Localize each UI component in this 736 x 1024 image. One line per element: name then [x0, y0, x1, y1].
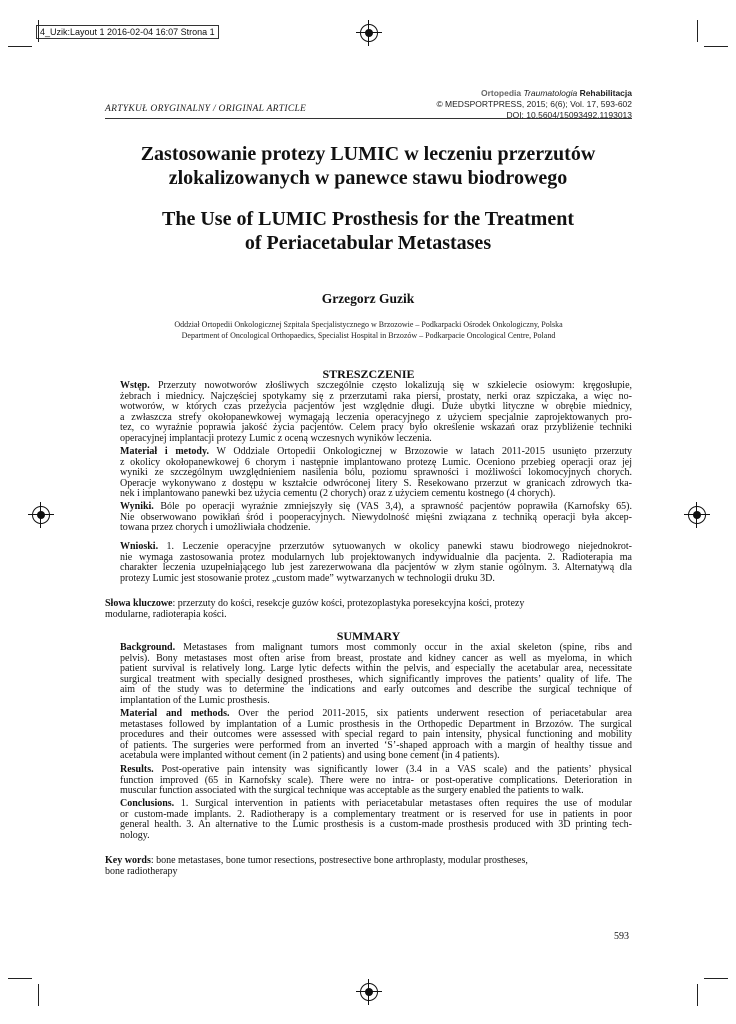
text-line: : przerzuty do kości, resekcje guzów kości, protezoplastyka poresekcyjna kości, protezy [172, 598, 525, 609]
crop-mark [704, 978, 728, 979]
title-polish [90, 142, 646, 190]
section-lead: Wstęp. [120, 380, 150, 391]
section-lead: Results. [120, 764, 154, 775]
text-line: wyniki ze szczególnym uwzględnieniem nasilenia bólu, poziomu sprawności i możliwości lokomocyjnych chorych. [120, 467, 632, 478]
article-type: ARTYKUŁ ORYGINALNY / ORIGINAL ARTICLE [105, 104, 307, 114]
title-line: of Periacetabular Metastases [244, 232, 492, 254]
section-lead: Material and methods. [120, 708, 230, 719]
title-line: zlokalizowanych w panewce stawu biodrowego [168, 167, 568, 189]
crop-mark [8, 978, 32, 979]
streszczenie-heading: STRESZCZENIE [322, 367, 415, 381]
text-line: acetabula were implanted without cement (in 2 patients) and using bone cement (in 4 patients). [120, 750, 500, 761]
abstract-pl-material [105, 447, 632, 500]
section-lead: Wyniki. [120, 501, 154, 512]
section-lead: Wnioski. [120, 541, 159, 552]
text-line: aim of the study was to determine the indications and early outcomes and describe the surgical technique of [120, 684, 632, 695]
registration-mark-icon [360, 24, 378, 42]
text-line: implantation of the Lumic prosthesis. [120, 694, 270, 706]
abstract-en-background [105, 643, 632, 706]
abstract-pl-wnioski [105, 542, 632, 584]
registration-mark-icon [360, 983, 378, 1001]
abstract-pl-wstep [105, 381, 632, 444]
text-line: pelvis). Bony metastases most often arise from breast, prostate and kidney cancer as well as myeloma, in which [120, 652, 632, 664]
text-line: 1. Surgical intervention in patients with periacetabular metastases often requires the use of modular [180, 798, 632, 809]
text-line: Przerzuty nowotworów złośliwych szczególnie często lokalizują się w szkielecie osiowym: kręgosłupie, [157, 380, 633, 391]
abstract-en-conclusions [105, 799, 632, 841]
text-line: a zwłaszcza strefy okołopanewkowej wymagają leczenia operacyjnego z użyciem specjalnie zaprojektowanych pro- [120, 411, 632, 423]
crop-mark [38, 20, 39, 42]
affiliation [105, 319, 632, 341]
author-name: Grzegorz Guzik [321, 291, 415, 306]
abstract-en-results [105, 765, 632, 797]
text-line: Post-operative pain intensity was significantly lower (3.4 in a VAS scale) and the patients’ physical [161, 764, 632, 775]
text-line: patient survival is relatively long. Large lytic defects within the pelvis, and especially the acetabular area, necessitate [120, 663, 632, 674]
text-line: modularne, radioterapia kości. [105, 609, 227, 620]
journal-brand: Ortopedia [480, 88, 522, 98]
print-slug: 4_Uzik:Layout 1 2016-02-04 16:07 Strona 1 [36, 25, 219, 39]
text-line: żebrach i miednicy. Najczęściej spotykamy się z przerzutami raka piersi, prostaty, nerki oraz szpiczaka, a więc no- [120, 390, 632, 402]
crop-mark [8, 46, 32, 47]
text-line: wotworów, w których czas przeżycia pacjentów jest względnie długi. Duże ubytki lityczne w obrębie miednicy, [120, 401, 632, 412]
title-english [90, 207, 646, 255]
text-line: Nie obserwowano powikłań śród i pooperacyjnych. Niewydolność mięśni związana z techniką operacji była akcep- [120, 511, 632, 523]
text-line: muscular function associated with the surgical technique was acceptable as the surgery enabled the patients to walk. [120, 785, 584, 796]
keywords-en [105, 855, 632, 877]
keywords-pl [105, 598, 632, 620]
title-line: Zastosowanie protezy LUMIC w leczeniu przerzutów [140, 143, 596, 165]
text-line: Over the period 2011-2015, six patients underwent resection of periacetabular area [238, 708, 632, 719]
text-line: nek i implantowano panewki bez użycia cementu (2 chorych) oraz z użyciem cementu kostnego (4 chorych). [120, 488, 556, 499]
keywords-label: Słowa kluczowe [105, 598, 173, 609]
abstract-pl-wyniki [105, 502, 632, 534]
registration-mark-icon [32, 506, 50, 524]
crop-mark [38, 984, 39, 1006]
journal-citation: © MEDSPORTPRESS, 2015; 6(6); Vol. 17, 593-602 [436, 99, 632, 109]
registration-mark-icon [688, 506, 706, 524]
text-line: W Oddziale Ortopedii Onkologicznej w Brzozowie w latach 2011-2015 usunięto przerzuty [216, 446, 632, 457]
text-line: z okolicy okołopanewkowej 6 chorym i następnie implantowano protezę Lumic. Oceniono przebieg operacji oraz jej [120, 456, 632, 468]
journal-info [436, 88, 632, 121]
page-number: 593 [614, 931, 629, 942]
text-line: Metastases from malignant tumors most commonly occur in the axial skeleton (spine, ribs and [183, 642, 632, 653]
section-lead: Conclusions. [120, 798, 175, 809]
abstract-en-methods [105, 709, 632, 762]
text-line: 1. Leczenie operacyjne przerzutów sytuowanych w okolicy panewki stawu biodrowego niejednokrot- [166, 541, 633, 552]
crop-mark [697, 20, 698, 42]
text-line: function improved (65 in Karnofsky scale). There were no intra- or post-operative complications. Deterioration in [120, 774, 632, 786]
text-line: or custom-made implants. 2. Radiotherapy is a complementary treatment or is reserved for use in patients in poor [120, 808, 632, 820]
text-line: nie wymaga zastosowania protez modularnych lub projektowanych indywidualnie dla pacjenta. 2. Radioterapia ma [120, 551, 632, 563]
text-line: Bóle po operacji wyraźnie zmniejszyły się (VAS 3,4), a sprawność pacjentów poprawiła (Karnofsky 65). [160, 501, 633, 512]
journal-doi: DOI: 10.5604/15093492.1193013 [506, 110, 632, 120]
journal-name-middle: Traumatologia [523, 88, 578, 98]
text-line: charakter leczenia uzupełniającego lub jest zarezerwowana dla pacjentów w złym stanie ogólnym. 3. Alternatywą dla [120, 562, 632, 573]
summary-heading: SUMMARY [336, 629, 401, 643]
journal-name-last: Rehabilitacja [579, 88, 632, 98]
text-line: metastases followed by implantation of a Lumic prosthesis in the Orthopedic Department in Brzozów. The surgical [120, 718, 632, 730]
affiliation-line: Department of Oncological Orthopaedics, Specialist Hospital in Brzozów – Podkarpacie Oncological Centre, Poland [181, 331, 556, 340]
text-line: : bone metastases, bone tumor resections, postresective bone arthroplasty, modular prostheses, [150, 855, 528, 866]
header-rule [105, 118, 632, 119]
text-line: protezy Lumic jest stosowanie protez „custom made” wytwarzanych w technologii druku 3D. [120, 572, 495, 584]
text-line: procedures and their outcomes were assessed with special regard to pain intensity, physical functioning and mobility [120, 729, 632, 740]
text-line: Operacje wykonywano z dostępu w kształcie odwróconej litery S. Resekowano przerzut w granicach zdrowych tka- [120, 477, 632, 489]
text-line: bone radiotherapy [105, 866, 178, 877]
text-line: tez, co wyraźnie poprawia jakość życia pacjentów. Celem pracy było określenie wskazań oraz przybliżenie techniki [120, 422, 632, 433]
title-line: The Use of LUMIC Prosthesis for the Treatment [162, 208, 574, 230]
text-line: of patients. The surgeries were performed from an inverted ‘S’-shaped approach with a margin of healthy tissue and [120, 739, 632, 751]
text-line: nology. [120, 829, 150, 841]
affiliation-line: Oddział Ortopedii Onkologicznej Szpitala Specjalistycznego w Brzozowie – Podkarpacki Ośrodek Onkologiczny, Polska [174, 320, 563, 329]
crop-mark [704, 46, 728, 47]
section-lead: Background. [120, 642, 176, 653]
text-line: operacyjnej implantacji protezy Lumic z oceną wczesnych wyników leczenia. [120, 432, 432, 444]
text-line: general health. 3. An alternative to the Lumic prosthesis is a custom-made prosthesis produced with 3D printing tech- [120, 819, 632, 830]
text-line: surgical treatment with specially designed prostheses, which significantly improves the patients’ quality of life. The [120, 673, 632, 685]
section-lead: Materiał i metody. [120, 446, 209, 457]
text-line: towana przez chorych i umożliwiała chodzenie. [120, 522, 311, 533]
crop-mark [697, 984, 698, 1006]
keywords-label: Key words [105, 855, 151, 866]
